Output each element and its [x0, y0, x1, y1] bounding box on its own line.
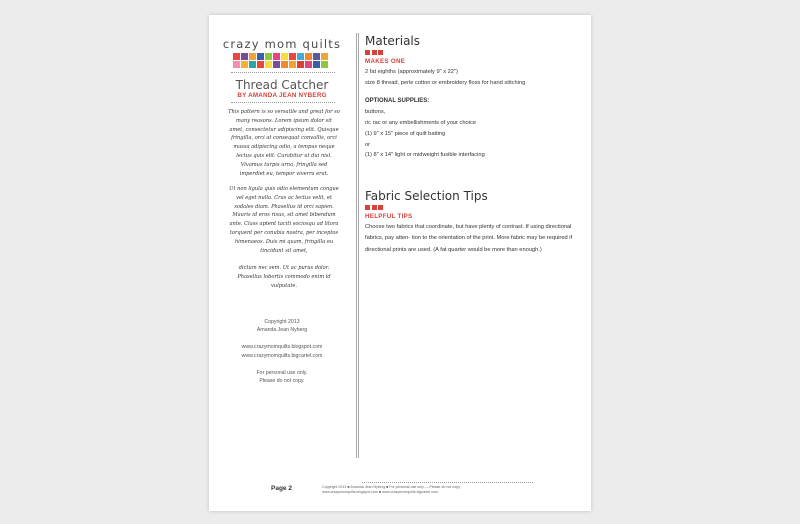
optional-line: buttons,: [365, 108, 386, 115]
color-square: [321, 53, 328, 60]
color-square: [305, 61, 312, 68]
materials-list: [365, 67, 577, 89]
intro-paragraph-2: Ut non ligula quis odio elementum congue vel eget nulla. Cras ac lectus velit, et sodales diam. Phasellus id orci sapien. Mauris id eros risus, sit amet bibendum ante. Class aptent taciti sociosqu ad litora torquent per conubia nostra, per inceptos himenaeos. Duis mi quam, fringilla eu tincidunt sit amet,: [229, 186, 339, 254]
brand-color-squares: [233, 53, 328, 69]
tips-section: [365, 189, 577, 256]
color-square-row-2: [233, 61, 328, 68]
color-square: [313, 53, 320, 60]
color-square: [305, 53, 312, 60]
color-square: [241, 53, 248, 60]
optional-supplies-heading: OPTIONAL SUPPLIES:: [365, 97, 430, 104]
intro-paragraph-3: dictum nec sem. Ut ac purus dolor. Phasellus lobortis commodo enim id vulputate.: [237, 265, 331, 289]
color-square: [233, 53, 240, 60]
optional-line: ric rac or any embellishments of your choice: [365, 119, 476, 126]
footer-copyright: [322, 485, 532, 495]
page-number: Page 2: [271, 485, 292, 492]
optional-line: (1) 9" x 15" piece of quilt batting: [365, 130, 446, 137]
color-square: [273, 53, 280, 60]
copyright-author: Amanda Jean Nyberg: [256, 327, 308, 334]
color-square: [257, 61, 264, 68]
copyright-line: Copyright 2013: [264, 319, 300, 325]
optional-line: (1) 8" x 14" light or midweight fusible interfacing: [365, 152, 485, 159]
copy-note: Please do not copy.: [259, 378, 305, 385]
materials-heading: Materials: [365, 34, 421, 48]
color-square: [265, 61, 272, 68]
materials-section: [365, 34, 577, 161]
intro-paragraph-1: This pattern is so versatile and great for so many reasons. Lorem ipsum dolor sit amet, consectetur adipiscing elit. Quisque fringilla, orci at consequat convallis, orci massa adipiscing odio, a tempus neque lectus quis elit. Curabitur ut dui nisl. Vivamus turpis urna, fringilla sed imperdiet eu, tempor viverra erat.: [228, 109, 340, 177]
pattern-author: BY AMANDA JEAN NYBERG: [237, 92, 327, 99]
column-divider: [356, 33, 359, 458]
tips-subhead: HELPFUL TIPS: [365, 213, 413, 220]
optional-supplies-list: [365, 107, 577, 162]
footer-line: Copyright 2013 ■ Amanda Jean Nyberg ■ For personal use only — Please do not copy: [322, 485, 460, 489]
title-rule-bottom: [231, 102, 335, 103]
footer-urls: www.crazymomquilts.blogspot.com ■ www.crazymomquilts.bigcartel.com: [322, 490, 439, 494]
tips-heading: Fabric Selection Tips: [365, 189, 488, 203]
color-square: [281, 61, 288, 68]
footer-rule: [362, 482, 533, 483]
color-square: [265, 53, 272, 60]
color-square: [249, 61, 256, 68]
heading-accent-squares: [365, 50, 577, 55]
materials-subhead: MAKES ONE: [365, 58, 406, 65]
color-square: [289, 53, 296, 60]
color-square: [233, 61, 240, 68]
color-square: [289, 61, 296, 68]
color-square: [321, 61, 328, 68]
usage-note: For personal use only.: [256, 369, 308, 376]
optional-line: or: [365, 141, 371, 148]
pattern-page: [209, 15, 591, 511]
color-square: [281, 53, 288, 60]
color-square: [257, 53, 264, 60]
color-square: [297, 53, 304, 60]
shop-url: www.crazymomquilts.bigcartel.com: [241, 352, 323, 359]
materials-line: 2 fat eighths (approximately 9" x 22"): [365, 69, 458, 75]
heading-accent-squares: [365, 205, 577, 210]
color-square-row-1: [233, 53, 328, 60]
materials-line: size 8 thread, perle cotton or embroidery floss for hand stitching: [365, 79, 526, 86]
color-square: [249, 53, 256, 60]
color-square: [273, 61, 280, 68]
pattern-title: Thread Catcher: [235, 78, 329, 92]
title-rule-top: [231, 72, 335, 73]
color-square: [313, 61, 320, 68]
brand-name: crazy mom quilts: [222, 37, 342, 51]
tips-text: Choose two fabrics that coordinate, but have plenty of contrast. If using directional fabrics, pay atten- tion to the orientation of the print. More fabric may be required if directional prints are used. (A fat quarter would be more than enough.): [365, 224, 573, 253]
copyright-block: [209, 318, 355, 385]
color-square: [241, 61, 248, 68]
color-square: [297, 61, 304, 68]
blog-url: www.crazymomquilts.blogspot.com: [241, 344, 323, 351]
